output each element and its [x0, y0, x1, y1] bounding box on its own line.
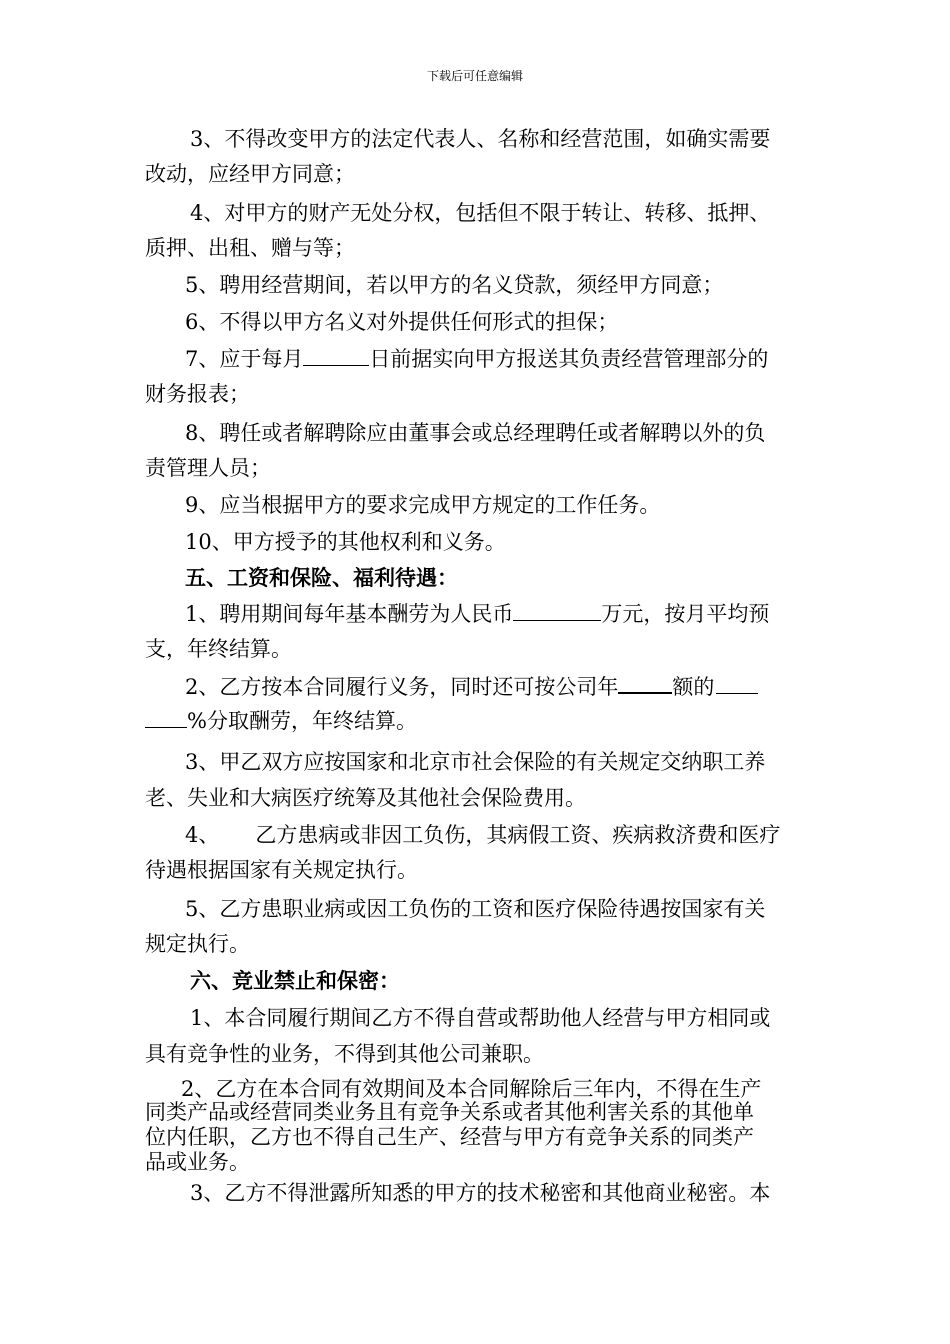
clause-4-line-1: 4、对甲方的财产无处分权，包括但不限于转让、转移、抵押、 — [190, 201, 771, 225]
bonus-text-start: 2、乙方按本合同履行义务，同时还可按公司年 — [185, 675, 619, 699]
section-5-item-1-line-1 — [185, 602, 769, 626]
section-6-item-1-line-2: 具有竞争性的业务，不得到其他公司兼职。 — [145, 1042, 544, 1066]
clause-4-line-2: 质押、出租、赠与等； — [145, 236, 355, 260]
section-6-item-2-line-4: 品或业务。 — [145, 1150, 250, 1174]
salary-text-start: 1、聘用期间每年基本酬劳为人民币 — [185, 602, 514, 626]
salary-text-end: 万元，按月平均预 — [601, 602, 770, 626]
day-blank — [303, 347, 369, 366]
section-5-item-2-line-1 — [185, 674, 758, 699]
section-5-item-5-line-1: 5、乙方患职业病或因工负伤的工资和医疗保险待遇按国家有关 — [185, 897, 766, 921]
clause-8-line-2: 责管理人员； — [145, 456, 271, 480]
section-5-item-5-line-2: 规定执行。 — [145, 932, 250, 956]
section-6-item-2-line-3: 位内任职，乙方也不得自己生产、经营与甲方有竞争关系的同类产 — [145, 1125, 754, 1149]
section-6-item-2-line-1: 2、乙方在本合同有效期间及本合同解除后三年内，不得在生产 — [181, 1077, 762, 1101]
section-5-item-3-line-1: 3、甲乙双方应按国家和北京市社会保险的有关规定交纳职工养 — [185, 750, 766, 774]
clause-3-line-2: 改动，应经甲方同意； — [145, 162, 355, 186]
clause-3-line-1: 3、不得改变甲方的法定代表人、名称和经营范围，如确实需要 — [190, 127, 771, 151]
salary-amount-blank — [513, 602, 601, 621]
bonus-percent-blank-b — [145, 709, 187, 728]
item-4-number: 4、 — [185, 823, 220, 847]
bonus-text-mid: 额的 — [672, 675, 715, 699]
section-6-item-2-line-2: 同类产品或经营同类业务且有竞争关系或者其他利害关系的其他单 — [145, 1100, 754, 1124]
item-4-text: 乙方患病或非因工负伤，其病假工资、疾病救济费和医疗 — [255, 823, 781, 847]
bonus-percent-blank-a — [716, 675, 758, 694]
section-6-heading: 六、竞业禁止和保密： — [190, 968, 400, 993]
page-header-note: 下载后可任意编辑 — [426, 69, 523, 83]
section-6-item-3-line-1: 3、乙方不得泄露所知悉的甲方的技术秘密和其他商业秘密。本 — [190, 1181, 771, 1205]
clause-8-line-1: 8、聘任或者解聘除应由董事会或总经理聘任或者解聘以外的负 — [185, 421, 766, 445]
clause-10: 10、甲方授予的其他权利和义务。 — [185, 530, 506, 554]
section-6-item-1-line-1: 1、本合同履行期间乙方不得自营或帮助他人经营与甲方相同或 — [190, 1006, 771, 1030]
clause-7-text-end: 日前据实向甲方报送其负责经营管理部分的 — [369, 347, 769, 371]
section-5-heading: 五、工资和保险、福利待遇： — [185, 565, 458, 590]
clause-7-line-1 — [185, 347, 768, 371]
clause-7-line-2: 财务报表； — [145, 382, 250, 406]
section-5-item-2-line-2 — [145, 709, 417, 733]
section-5-item-4-line-2: 待遇根据国家有关规定执行。 — [145, 858, 418, 882]
section-5-item-4-line-1 — [185, 823, 780, 847]
bonus-text-end: %分取酬劳，年终结算。 — [187, 709, 417, 733]
clause-9: 9、应当根据甲方的要求完成甲方规定的工作任务。 — [185, 493, 661, 517]
bonus-basis-blank — [618, 674, 672, 694]
clause-7-text-start: 7、应于每月 — [185, 347, 304, 371]
clause-6: 6、不得以甲方名义对外提供任何形式的担保； — [185, 310, 619, 334]
section-5-item-1-line-2: 支，年终结算。 — [145, 637, 292, 661]
section-5-item-3-line-2: 老、失业和大病医疗统筹及其他社会保险费用。 — [145, 786, 586, 810]
clause-5: 5、聘用经营期间，若以甲方的名义贷款，须经甲方同意； — [185, 273, 724, 297]
